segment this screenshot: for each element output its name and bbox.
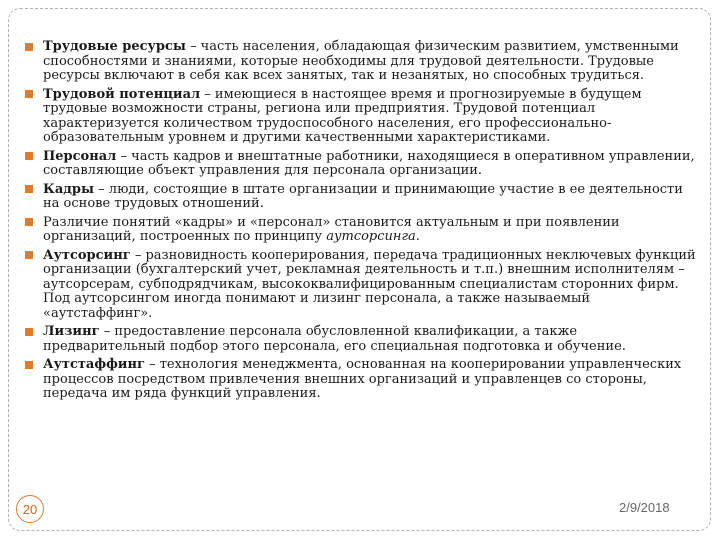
term: Кадры (43, 181, 95, 197)
bullet-marker-icon (25, 43, 33, 51)
term: Трудовой потенциал (43, 86, 201, 102)
emphasis: аутсорсинга (326, 229, 416, 244)
list-item (22, 325, 700, 354)
list-item (22, 40, 700, 84)
bullet-marker-icon (25, 152, 33, 160)
text: – имеющиеся в настоящее время и прогнозируемые в будущем трудовые возможности страны, региона или предприятия. Трудовой потенциал характеризуется количеством трудоспособного населения, его профессионально-образовательным уровнем и другими качественными характеристиками. (43, 86, 642, 145)
bullet-marker-icon (25, 218, 33, 226)
list-item (22, 216, 700, 245)
page-number-badge (16, 495, 44, 523)
text: – часть кадров и внештатные работники, находящиеся в оперативном управлении, составляющие объект управления для персонала организации. (43, 148, 695, 178)
text: – разновидность кооперирования, передача традиционных неключевых функций организации (бухгалтерский учет, рекламная деятельность и т.п.) внешним исполнителям – аутсорсерам, субподрядчикам, высококвалифицированным специалистам сторонних фирм. Под аутсорсингом иногда понимают и лизинг персонала, а также называемый «аутстаффинг». (43, 247, 696, 321)
bullet-marker-icon (25, 90, 33, 98)
term: Персонал (43, 148, 117, 164)
text: – предоставление персонала обусловленной квалификации, а также предварительный подбор этого персонала, его специальная подготовка и обучение. (43, 324, 626, 354)
text: Различие понятий «кадры» и «персонал» становится актуальным и при появлении организаций, построенных по принципу (43, 214, 620, 244)
page-number: 20 (22, 501, 38, 517)
slide-content (22, 40, 700, 406)
bullet-marker-icon (25, 251, 33, 259)
list-item (22, 249, 700, 322)
text: – люди, состоящие в штате организации и принимающие участие в ее деятельности на основе трудовых отношений. (43, 181, 683, 211)
term: Лизинг (43, 324, 100, 339)
list-item (22, 150, 700, 179)
text: – технология менеджмента, основанная на кооперировании управленческих процессов посредством привлечения внешних организаций и управленцев со стороны, передача им ряда функций управления. (43, 357, 682, 401)
text: – часть населения, обладающая физическим развитием, умственными способностями и знаниями, которые необходимы для трудовой деятельности. Трудовые ресурсы включают в себя как всех занятых, так и незанятых, но способных трудиться. (43, 39, 679, 83)
slide-date: 2/9/2018 (619, 500, 670, 515)
bullet-marker-icon (25, 361, 33, 369)
list-item (22, 88, 700, 146)
term: Аутстаффинг (43, 357, 145, 372)
text: . (415, 229, 420, 244)
list-item (22, 358, 700, 402)
term: Трудовые ресурсы (43, 39, 186, 54)
bullet-marker-icon (25, 185, 33, 193)
bullet-marker-icon (25, 328, 33, 336)
list-item (22, 183, 700, 212)
term: Аутсорсинг (43, 247, 131, 263)
bullet-list (22, 40, 700, 402)
